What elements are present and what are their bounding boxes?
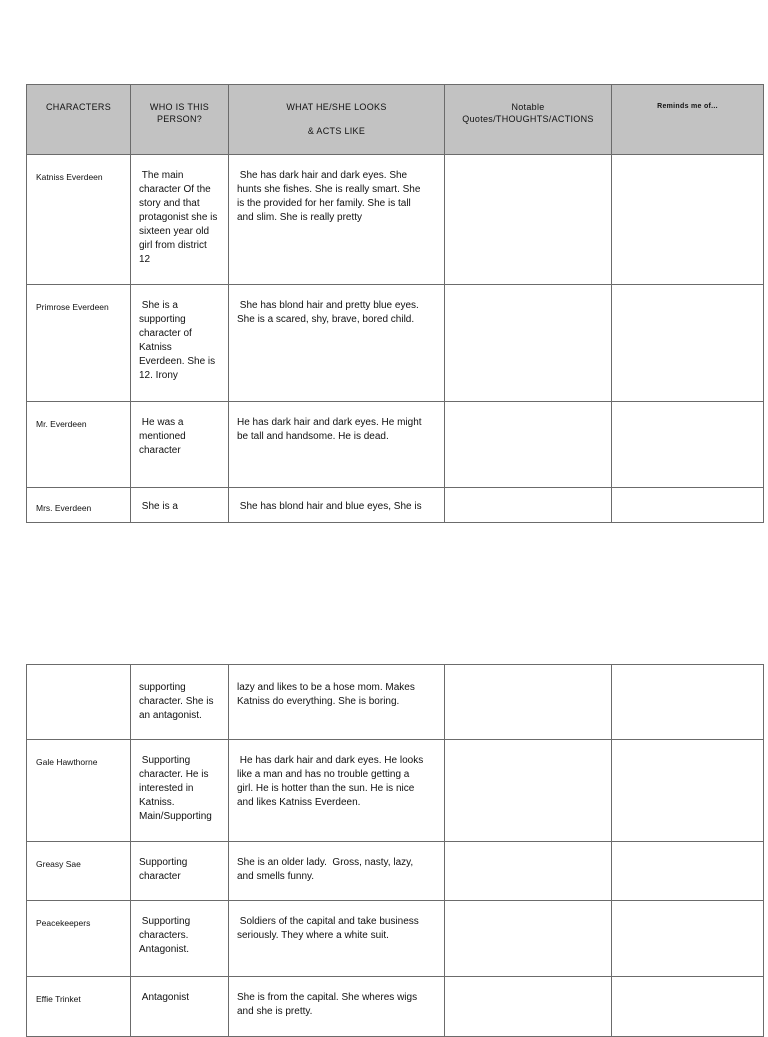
table-row	[27, 402, 764, 488]
cell-character	[27, 285, 131, 402]
cell-who	[131, 740, 229, 842]
header-looks-line1: WHAT HE/SHE LOOKS	[286, 102, 387, 112]
characters-table-page-2	[26, 664, 764, 1037]
header-notable	[445, 85, 612, 155]
looks-text: She has dark hair and dark eyes. She hunts she fishes. She is really smart. She is the provided for her family. She is tall and slim. She is really pretty	[237, 170, 421, 223]
cell-character	[27, 842, 131, 901]
header-who-text	[131, 85, 228, 125]
table-row	[27, 155, 764, 285]
character-name: Gale Hawthorne	[36, 757, 98, 767]
cell-character	[27, 402, 131, 488]
cell-who	[131, 402, 229, 488]
table-row	[27, 285, 764, 402]
header-notable-line1: Notable	[511, 102, 545, 112]
cell-notable	[445, 402, 612, 488]
character-name	[27, 665, 130, 681]
who-text: supporting character. She is an antagonist.	[139, 682, 214, 721]
character-name: Mr. Everdeen	[36, 419, 87, 429]
who-text: Supporting character. He is interested in Katniss. Main/Supporting	[139, 755, 212, 822]
cell-reminds	[612, 402, 764, 488]
cell-looks	[229, 740, 445, 842]
looks-text: She has blond hair and pretty blue eyes. She is a scared, shy, brave, bored child.	[237, 300, 419, 325]
cell-notable	[445, 740, 612, 842]
cell-looks	[229, 488, 445, 523]
header-who-line2: PERSON?	[156, 114, 203, 124]
cell-looks	[229, 842, 445, 901]
cell-who	[131, 155, 229, 285]
who-text: Supporting characters. Antagonist.	[139, 916, 191, 955]
table-row	[27, 665, 764, 740]
header-notable-text	[445, 85, 611, 125]
table-row	[27, 901, 764, 977]
looks-text: She is from the capital. She wheres wigs and she is pretty.	[237, 992, 418, 1017]
looks-text: He has dark hair and dark eyes. He might be tall and handsome. He is dead.	[237, 417, 422, 442]
header-row	[27, 85, 764, 155]
header-who-line1: WHO IS THIS	[149, 102, 210, 112]
cell-who	[131, 977, 229, 1037]
cell-looks	[229, 977, 445, 1037]
cell-character	[27, 665, 131, 740]
cell-who	[131, 842, 229, 901]
cell-reminds	[612, 977, 764, 1037]
table-row	[27, 842, 764, 901]
who-text: Antagonist	[139, 992, 190, 1003]
cell-reminds	[612, 842, 764, 901]
header-looks-spacer	[229, 113, 444, 125]
character-name: Effie Trinket	[36, 994, 81, 1004]
who-text: The main character Of the story and that protagonist she is sixteen year old girl from district 12	[139, 170, 218, 265]
cell-who	[131, 901, 229, 977]
cell-who	[131, 285, 229, 402]
looks-text: He has dark hair and dark eyes. He looks like a man and has no trouble getting a girl. He is hotter than the sun. He is nice and likes Katniss Everdeen.	[237, 755, 424, 808]
cell-looks	[229, 402, 445, 488]
looks-text: lazy and likes to be a hose mom. Makes Katniss do everything. She is boring.	[237, 682, 415, 707]
table-row	[27, 977, 764, 1037]
cell-character	[27, 155, 131, 285]
cell-looks	[229, 155, 445, 285]
cell-reminds	[612, 285, 764, 402]
character-name: Peacekeepers	[36, 918, 91, 928]
cell-notable	[445, 665, 612, 740]
who-text: She is a	[139, 501, 178, 512]
character-name: Primrose Everdeen	[36, 302, 109, 312]
cell-looks	[229, 285, 445, 402]
characters-table-page-1	[26, 84, 764, 523]
header-looks	[229, 85, 445, 155]
cell-reminds	[612, 488, 764, 523]
header-characters	[27, 85, 131, 155]
cell-notable	[445, 977, 612, 1037]
cell-character	[27, 488, 131, 523]
table-row	[27, 740, 764, 842]
cell-looks	[229, 665, 445, 740]
header-notable-line2: Quotes/THOUGHTS/ACTIONS	[462, 114, 594, 124]
who-text: She is a supporting character of Katniss Everdeen. She is 12. Irony	[139, 300, 216, 381]
cell-notable	[445, 155, 612, 285]
who-text: Supporting character	[139, 857, 188, 882]
header-looks-text	[229, 85, 444, 137]
table-row	[27, 488, 764, 523]
header-characters-label: CHARACTERS	[45, 102, 111, 112]
cell-who	[131, 488, 229, 523]
header-looks-line2: & ACTS LIKE	[307, 126, 366, 136]
character-name: Greasy Sae	[36, 859, 81, 869]
who-text: He was a mentioned character	[139, 417, 186, 456]
cell-character	[27, 977, 131, 1037]
cell-reminds	[612, 155, 764, 285]
cell-reminds	[612, 665, 764, 740]
cell-reminds	[612, 740, 764, 842]
cell-character	[27, 740, 131, 842]
cell-notable	[445, 842, 612, 901]
header-reminds-label: Reminds me of...	[657, 103, 718, 110]
header-who	[131, 85, 229, 155]
character-name: Katniss Everdeen	[36, 172, 103, 182]
cell-who	[131, 665, 229, 740]
cell-looks	[229, 901, 445, 977]
cell-reminds	[612, 901, 764, 977]
cell-character	[27, 901, 131, 977]
cell-notable	[445, 901, 612, 977]
header-reminds	[612, 85, 764, 155]
character-name: Mrs. Everdeen	[36, 503, 92, 513]
cell-notable	[445, 488, 612, 523]
looks-text: She has blond hair and blue eyes, She is	[237, 501, 422, 512]
looks-text: Soldiers of the capital and take business seriously. They where a white suit.	[237, 916, 419, 941]
looks-text: She is an older lady. Gross, nasty, lazy, and smells funny.	[237, 857, 414, 882]
cell-notable	[445, 285, 612, 402]
